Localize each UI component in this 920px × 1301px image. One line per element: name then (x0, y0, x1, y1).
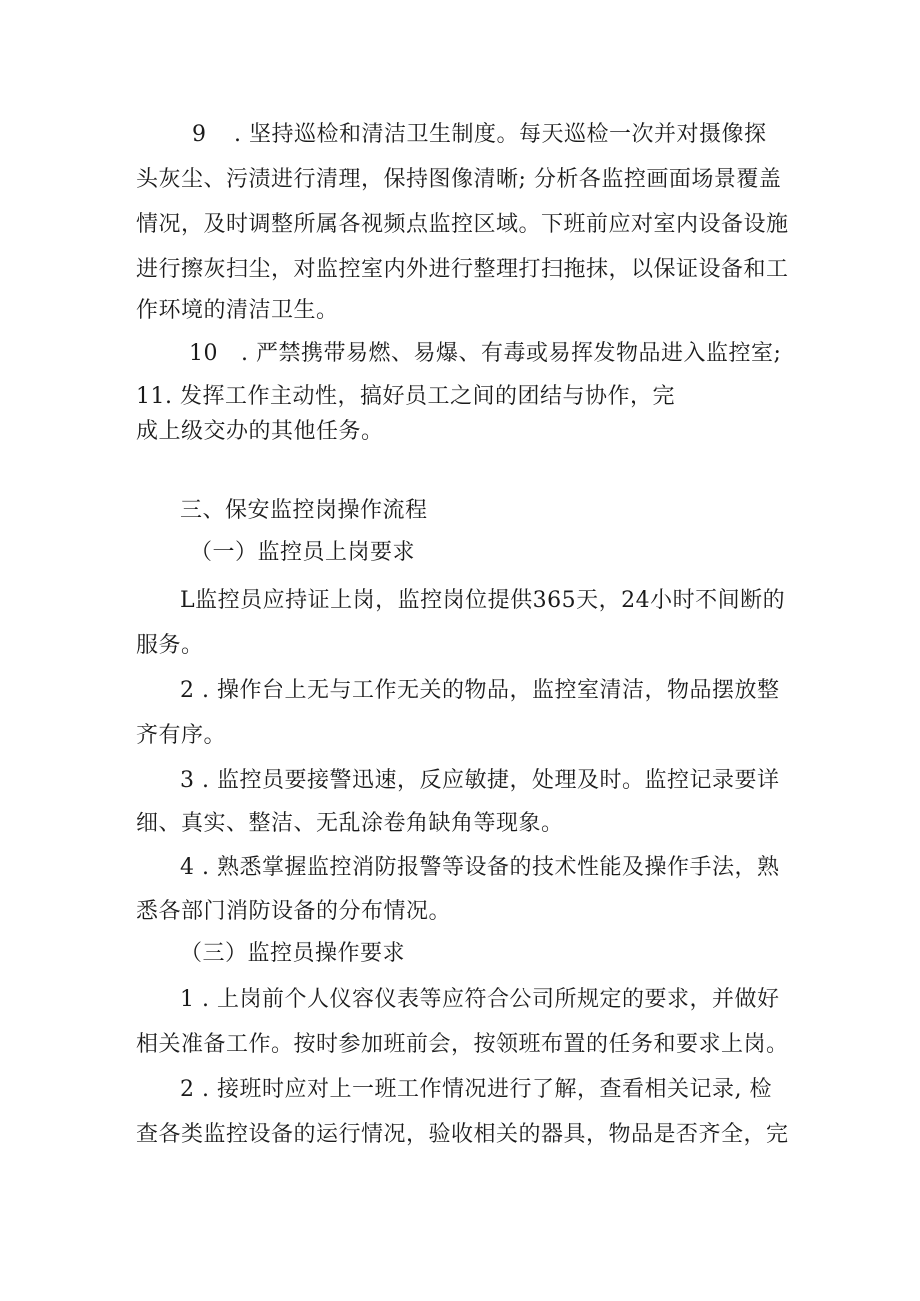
item-9-line-2: 头灰尘、污渍进行清理，保持图像清晰; 分析各监控画面场景覆盖 (136, 167, 782, 192)
sub3-item-2-line-2: 查各类监控设备的运行情况，验收相关的器具，物品是否齐全，完 (136, 1122, 789, 1147)
sub1-item-1-line-2: 服务。 (136, 633, 204, 658)
subsection-3-heading: （三）监控员操作要求 (180, 941, 406, 966)
item-9-line-4: 进行擦灰扫尘，对监控室内外进行整理打扫拖抹，以保证设备和工 (136, 257, 789, 282)
item-11-line-1: 11. 发挥工作主动性，搞好员工之间的团结与协作，完 (136, 384, 675, 409)
item-9-line-1 (192, 120, 767, 150)
sub1-item-1-line-1: L监控员应持证上岗，监控岗位提供365天，24小时不间断的 (180, 588, 786, 613)
sub1-item-3-line-2: 细、真实、整洁、无乱涂卷角缺角等现象。 (136, 811, 564, 836)
sub1-item-4-line-1: 4 . 熟悉掌握监控消防报警等设备的技术性能及操作手法，熟 (180, 855, 780, 880)
item-10-line (189, 339, 781, 369)
item-9-number: 9 (192, 122, 207, 147)
item-11-line-2: 成上级交办的其他任务。 (136, 419, 384, 444)
item-9-line-5: 作环境的清洁卫生。 (136, 298, 339, 323)
sub3-item-2-line-1: 2 . 接班时应对上一班工作情况进行了解，查看相关记录, 检 (180, 1077, 772, 1102)
sub3-item-1-line-1: 1 . 上岗前个人仪容仪表等应符合公司所规定的要求，并做好 (180, 987, 780, 1012)
sub1-item-2-line-2: 齐有序。 (136, 723, 227, 748)
sub1-item-2-line-1: 2 . 操作台上无与工作无关的物品，监控室清洁，物品摆放整 (180, 678, 780, 703)
subsection-1-heading: （一）监控员上岗要求 (190, 540, 416, 565)
sub3-item-1-line-2: 相关准备工作。按时参加班前会，按领班布置的任务和要求上岗。 (136, 1032, 789, 1057)
sub1-item-3-line-1: 3 . 监控员要接警迅速，反应敏捷，处理及时。监控记录要详 (180, 768, 780, 793)
item-9-line-3: 情况，及时调整所属各视频点监控区域。下班前应对室内设备设施 (136, 212, 789, 237)
item-9-text: . 坚持巡检和清洁卫生制度。每天巡检一次并对摄像探 (234, 122, 767, 147)
sub1-item-4-line-2: 悉各部门消防设备的分布情况。 (136, 899, 452, 924)
item-10-text: . 严禁携带易燃、易爆、有毒或易挥发物品进入监控室; (241, 341, 782, 366)
item-10-number: 10 (189, 341, 218, 366)
section-3-heading: 三、保安监控岗操作流程 (180, 498, 428, 523)
